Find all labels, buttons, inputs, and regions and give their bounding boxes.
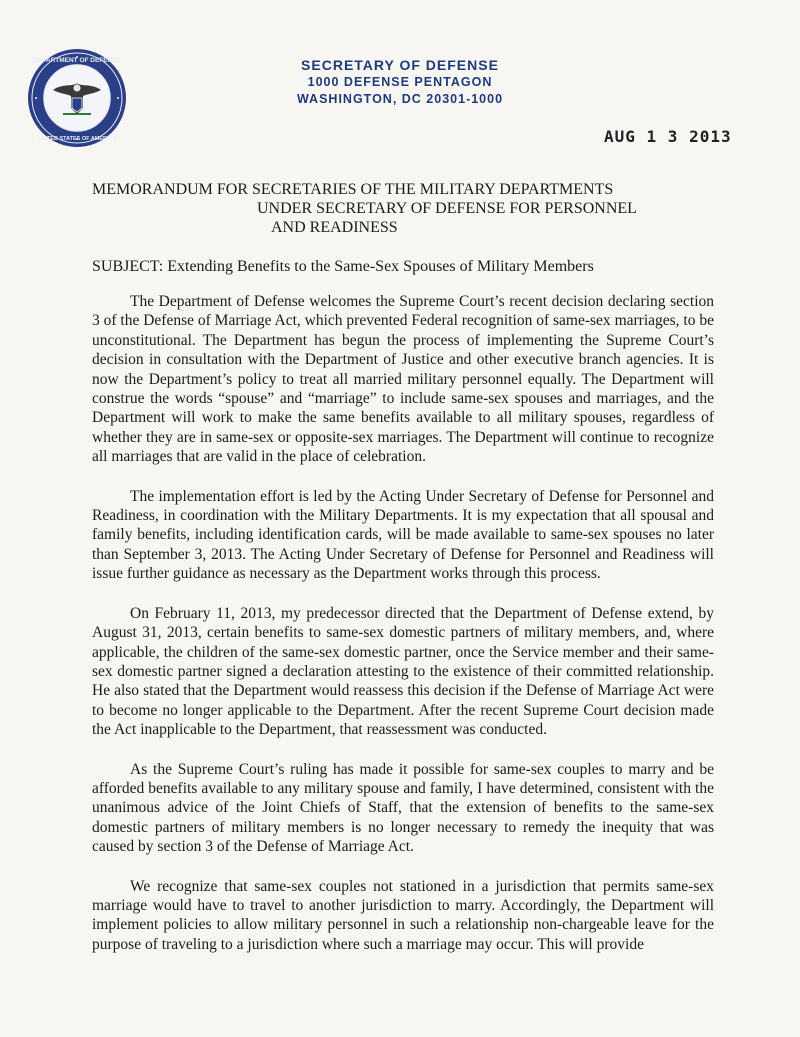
letterhead-city: WASHINGTON, DC 20301-1000 [296, 92, 504, 106]
body-paragraph-4: As the Supreme Court’s ruling has made it possible for same-sex couples to marry and be afforded benefits available to any military spouse and family, I have determined, consistent with the unanimous advice of the Joint Chiefs of Staff, that the extension of benefits to the same-sex domestic partners of military members is no longer necessary to remedy the inequity that was caused by section 3 of the Defense of Marriage Act. [92, 760, 714, 856]
body-paragraph-5: We recognize that same-sex couples not stationed in a jurisdiction that permits same-sex marriage would have to travel to another jurisdiction to marry. Accordingly, the Department will implement policies to allow military personnel in such a relationship non-chargeable leave for the purpose of traveling to a jurisdiction where such a marriage may occur. This will provide [92, 877, 714, 953]
department-of-defense-seal [27, 48, 127, 148]
seal-ring-top-text: DEPARTMENT OF DEFENSE [33, 57, 121, 64]
date-stamp: AUG 1 3 2013 [604, 127, 732, 146]
letterhead-address: 1000 DEFENSE PENTAGON [307, 75, 493, 89]
subject-line: SUBJECT: Extending Benefits to the Same-Sex Spouses of Military Members [92, 258, 594, 275]
seal-emblem-icon [27, 48, 127, 148]
seal-ring-bottom-text: UNITED STATES OF AMERICA [37, 136, 117, 142]
memo-line-2: UNDER SECRETARY OF DEFENSE FOR PERSONNEL [257, 200, 637, 217]
memo-body [92, 292, 714, 974]
body-paragraph-2: The implementation effort is led by the Acting Under Secretary of Defense for Personnel and Readiness, in coordination with the Military Departments. It is my expectation that all spousal and family benefits, including identification cards, will be made available to same-sex spouses no later than September 3, 2013. The Acting Under Secretary of Defense for Personnel and Readiness will issue further guidance as necessary as the Department works through this process. [92, 487, 714, 583]
letterhead-office: SECRETARY OF DEFENSE [301, 57, 499, 73]
body-paragraph-1: The Department of Defense welcomes the Supreme Court’s recent decision declaring section 3 of the Defense of Marriage Act, which prevented Federal recognition of same-sex marriages, to be unconstitutional. The Department has begun the process of implementing the Supreme Court’s decision in consultation with the Department of Justice and other executive branch agencies. It is now the Department’s policy to treat all married military personnel equally. The Department will construe the words “spouse” and “marriage” to include same-sex spouses and marriages, and the Department will work to make the same benefits available to all military spouses, regardless of whether they are in same-sex or opposite-sex marriages. The Department will continue to recognize all marriages that are valid in the place of celebration. [92, 293, 714, 466]
body-paragraph-3: On February 11, 2013, my predecessor directed that the Department of Defense extend, by August 31, 2013, certain benefits to same-sex domestic partners of military members, and, where applicable, the children of the same-sex domestic partner, once the Service member and their same-sex domestic partner signed a declaration attesting to the existence of their committed relationship. He also stated that the Department would reassess this decision if the Defense of Marriage Act were to become no longer applicable to the Department. After the recent Supreme Court decision made the Act inapplicable to the Department, that reassessment was conducted. [92, 604, 714, 739]
memo-line-1: MEMORANDUM FOR SECRETARIES OF THE MILITARY DEPARTMENTS [92, 181, 614, 198]
memorandum-addressees [92, 180, 637, 237]
letterhead [200, 57, 600, 108]
memo-line-3: AND READINESS [271, 219, 398, 236]
